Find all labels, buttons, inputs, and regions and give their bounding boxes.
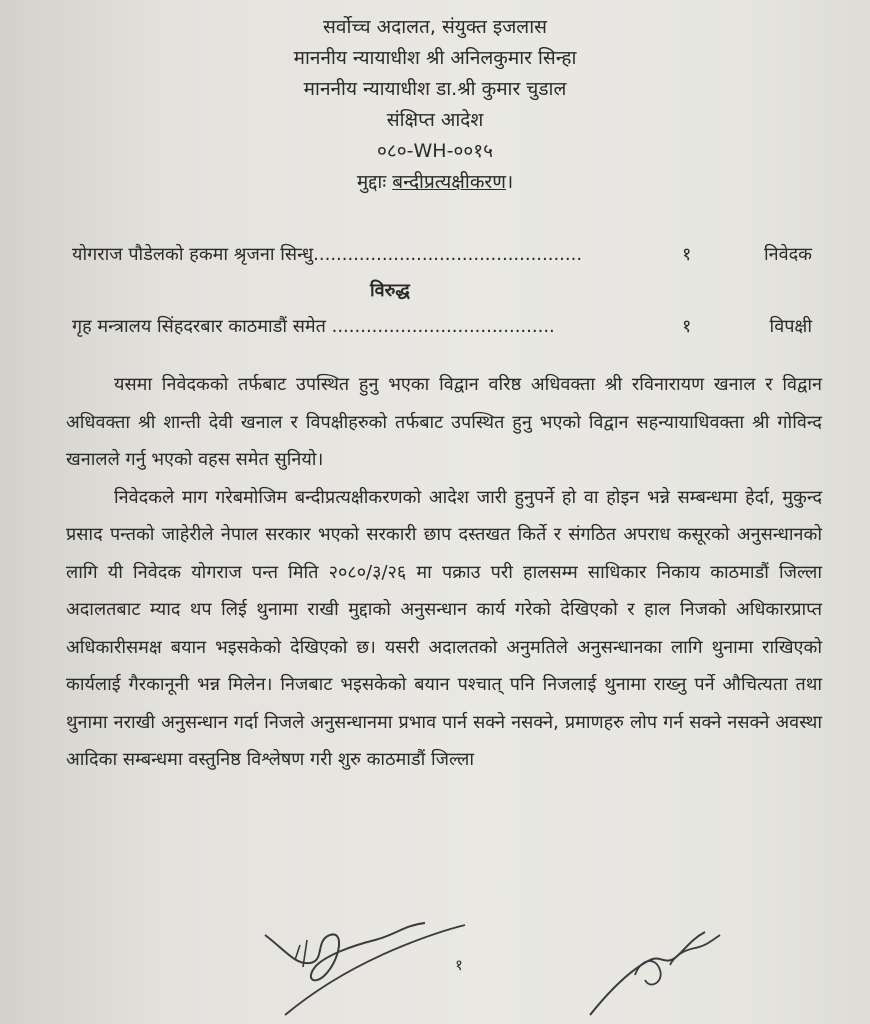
page-number: १ (455, 956, 463, 974)
respondent-role: विपक्षी (769, 316, 812, 337)
case-subject (0, 167, 870, 198)
signature-right-icon (580, 920, 730, 1020)
versus-label: विरुद्ध (370, 280, 410, 301)
order-body (66, 366, 822, 779)
petitioner-role: निवेदक (763, 244, 812, 265)
signature-left-icon (255, 905, 475, 1020)
subject-value: बन्दीप्रत्यक्षीकरण (392, 171, 506, 193)
paragraph-1: यसमा निवेदकको तर्फबाट उपस्थित हुनु भएका विद्वान वरिष्ठ अधिवक्ता श्री रविनारायण खनाल र विद्वान अधिवक्ता श्री शान्ती देवी खनाल र विपक्षीहरुको तर्फबाट उपस्थित हुनु भएको विद्वान सहन्यायाधिवक्ता श्री गोविन्द खनालले गर्नु भएको वहस समेत सुनियो। (66, 374, 822, 470)
court-name: सर्वोच्च अदालत, संयुक्त इजलास (323, 16, 547, 38)
paragraph-2: निवेदकले माग गरेबमोजिम बन्दीप्रत्यक्षीकरणको आदेश जारी हुनुपर्ने हो वा होइन भन्ने सम्बन्धमा हेर्दा, मुकुन्द प्रसाद पन्तको जाहेरीले नेपाल सरकार भएको सरकारी छाप दस्तखत किर्ते र संगठित अपराध कसूरको अनुसन्धानको लागि यी निवेदक योगराज पन्त मिति २०८०/३/२६ मा पक्राउ परी हालसम्म साधिकार निकाय काठमाडौं जिल्ला अदालतबाट म्याद थप लिई थुनामा राखी मुद्दाको अनुसन्धान कार्य गरेको देखिएको र हाल निजको अधिकारप्राप्त अधिकारीसमक्ष बयान भइसकेको देखिएको छ। यसरी अदालतको अनुमतिले अनुसन्धानका लागि थुनामा राखिएको कार्यलाई गैरकानूनी भन्न मिलेन। निजबाट भइसकेको बयान पश्चात् पनि निजलाई थुनामा राख्नु पर्ने औचित्यता तथा थुनामा नराखी अनुसन्धान गर्दा निजले अनुसन्धानमा प्रभाव पार्न सक्ने नसक्ने, प्रमाणहरु लोप गर्न सक्ने नसक्ने अवस्था आदिका सम्बन्धमा वस्तुनिष्ठ विश्लेषण गरी शुरु काठमाडौं जिल्ला (66, 486, 822, 770)
subject-label: मुद्दाः (356, 171, 387, 193)
petitioner-count: १ (682, 244, 692, 265)
judge-1: माननीय न्यायाधीश श्री अनिलकुमार सिन्हा (293, 47, 577, 69)
respondent-line (72, 312, 812, 342)
judge-2: माननीय न्यायाधीश डा.श्री कुमार चुडाल (303, 78, 567, 100)
respondent-count: १ (682, 316, 692, 337)
order-header (0, 12, 870, 198)
case-number: ०८०-WH-००१५ (377, 140, 493, 162)
respondent-name: गृह मन्त्रालय सिंहदरबार काठमाडौं समेत ....................................... (72, 316, 555, 337)
order-type: संक्षिप्त आदेश (386, 109, 484, 131)
petitioner-line (72, 240, 812, 270)
petitioner-name: योगराज पौडेलको हकमा श्रृजना सिन्धु............................................... (72, 244, 583, 265)
subject-end: । (505, 171, 514, 193)
